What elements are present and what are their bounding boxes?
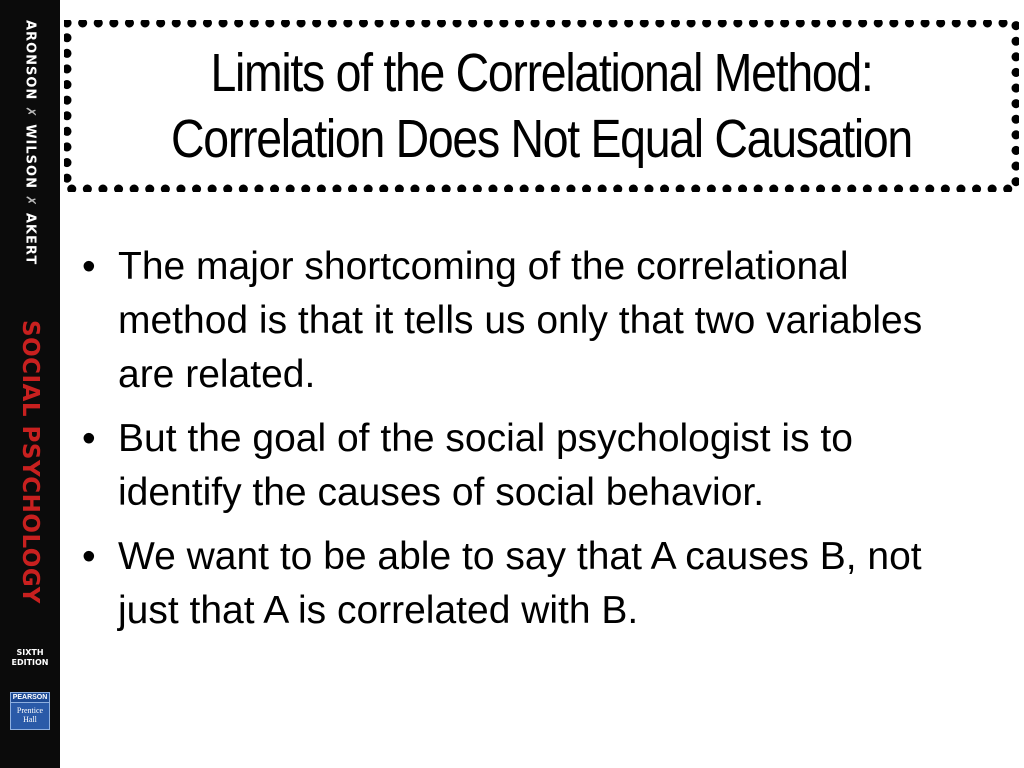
author-separator: ✗ bbox=[22, 106, 38, 119]
edition-label bbox=[0, 648, 60, 668]
author-wilson: WILSON bbox=[22, 124, 38, 189]
bullet-item bbox=[80, 530, 980, 638]
bullet-text: But the goal of the social psychologist is to identify the causes of social behavior. bbox=[118, 417, 853, 514]
publisher-imprint: Prentice Hall bbox=[16, 706, 44, 724]
book-title: SOCIAL PSYCHOLOGY bbox=[17, 320, 43, 604]
bullet-text: We want to be able to say that A causes B, not just that A is correlated with B. bbox=[118, 535, 922, 632]
slide-title bbox=[131, 20, 952, 192]
bullet-item bbox=[80, 412, 980, 520]
author-akert: AKERT bbox=[22, 212, 38, 266]
author-aronson: ARONSON bbox=[22, 20, 38, 101]
author-names bbox=[23, 20, 38, 265]
author-separator: ✗ bbox=[22, 194, 38, 207]
bullet-item bbox=[80, 240, 980, 402]
slide-title-box bbox=[64, 20, 1019, 192]
title-line-1: Limits of the Correlational Method: bbox=[210, 43, 873, 103]
title-line-2: Correlation Does Not Equal Causation bbox=[171, 109, 912, 169]
publisher-name: PEARSON bbox=[12, 694, 48, 701]
book-spine-sidebar bbox=[0, 0, 60, 768]
bullet-dot: • bbox=[82, 245, 96, 288]
publisher-logo bbox=[10, 692, 50, 730]
edition-line-2: EDITION bbox=[11, 658, 49, 667]
bullet-dot: • bbox=[82, 535, 96, 578]
edition-line-1: SIXTH bbox=[16, 648, 44, 657]
bullet-text: The major shortcoming of the correlational method is that it tells us only that two variables are related. bbox=[118, 245, 923, 396]
bullet-dot: • bbox=[82, 417, 96, 460]
bullet-list bbox=[80, 240, 980, 648]
